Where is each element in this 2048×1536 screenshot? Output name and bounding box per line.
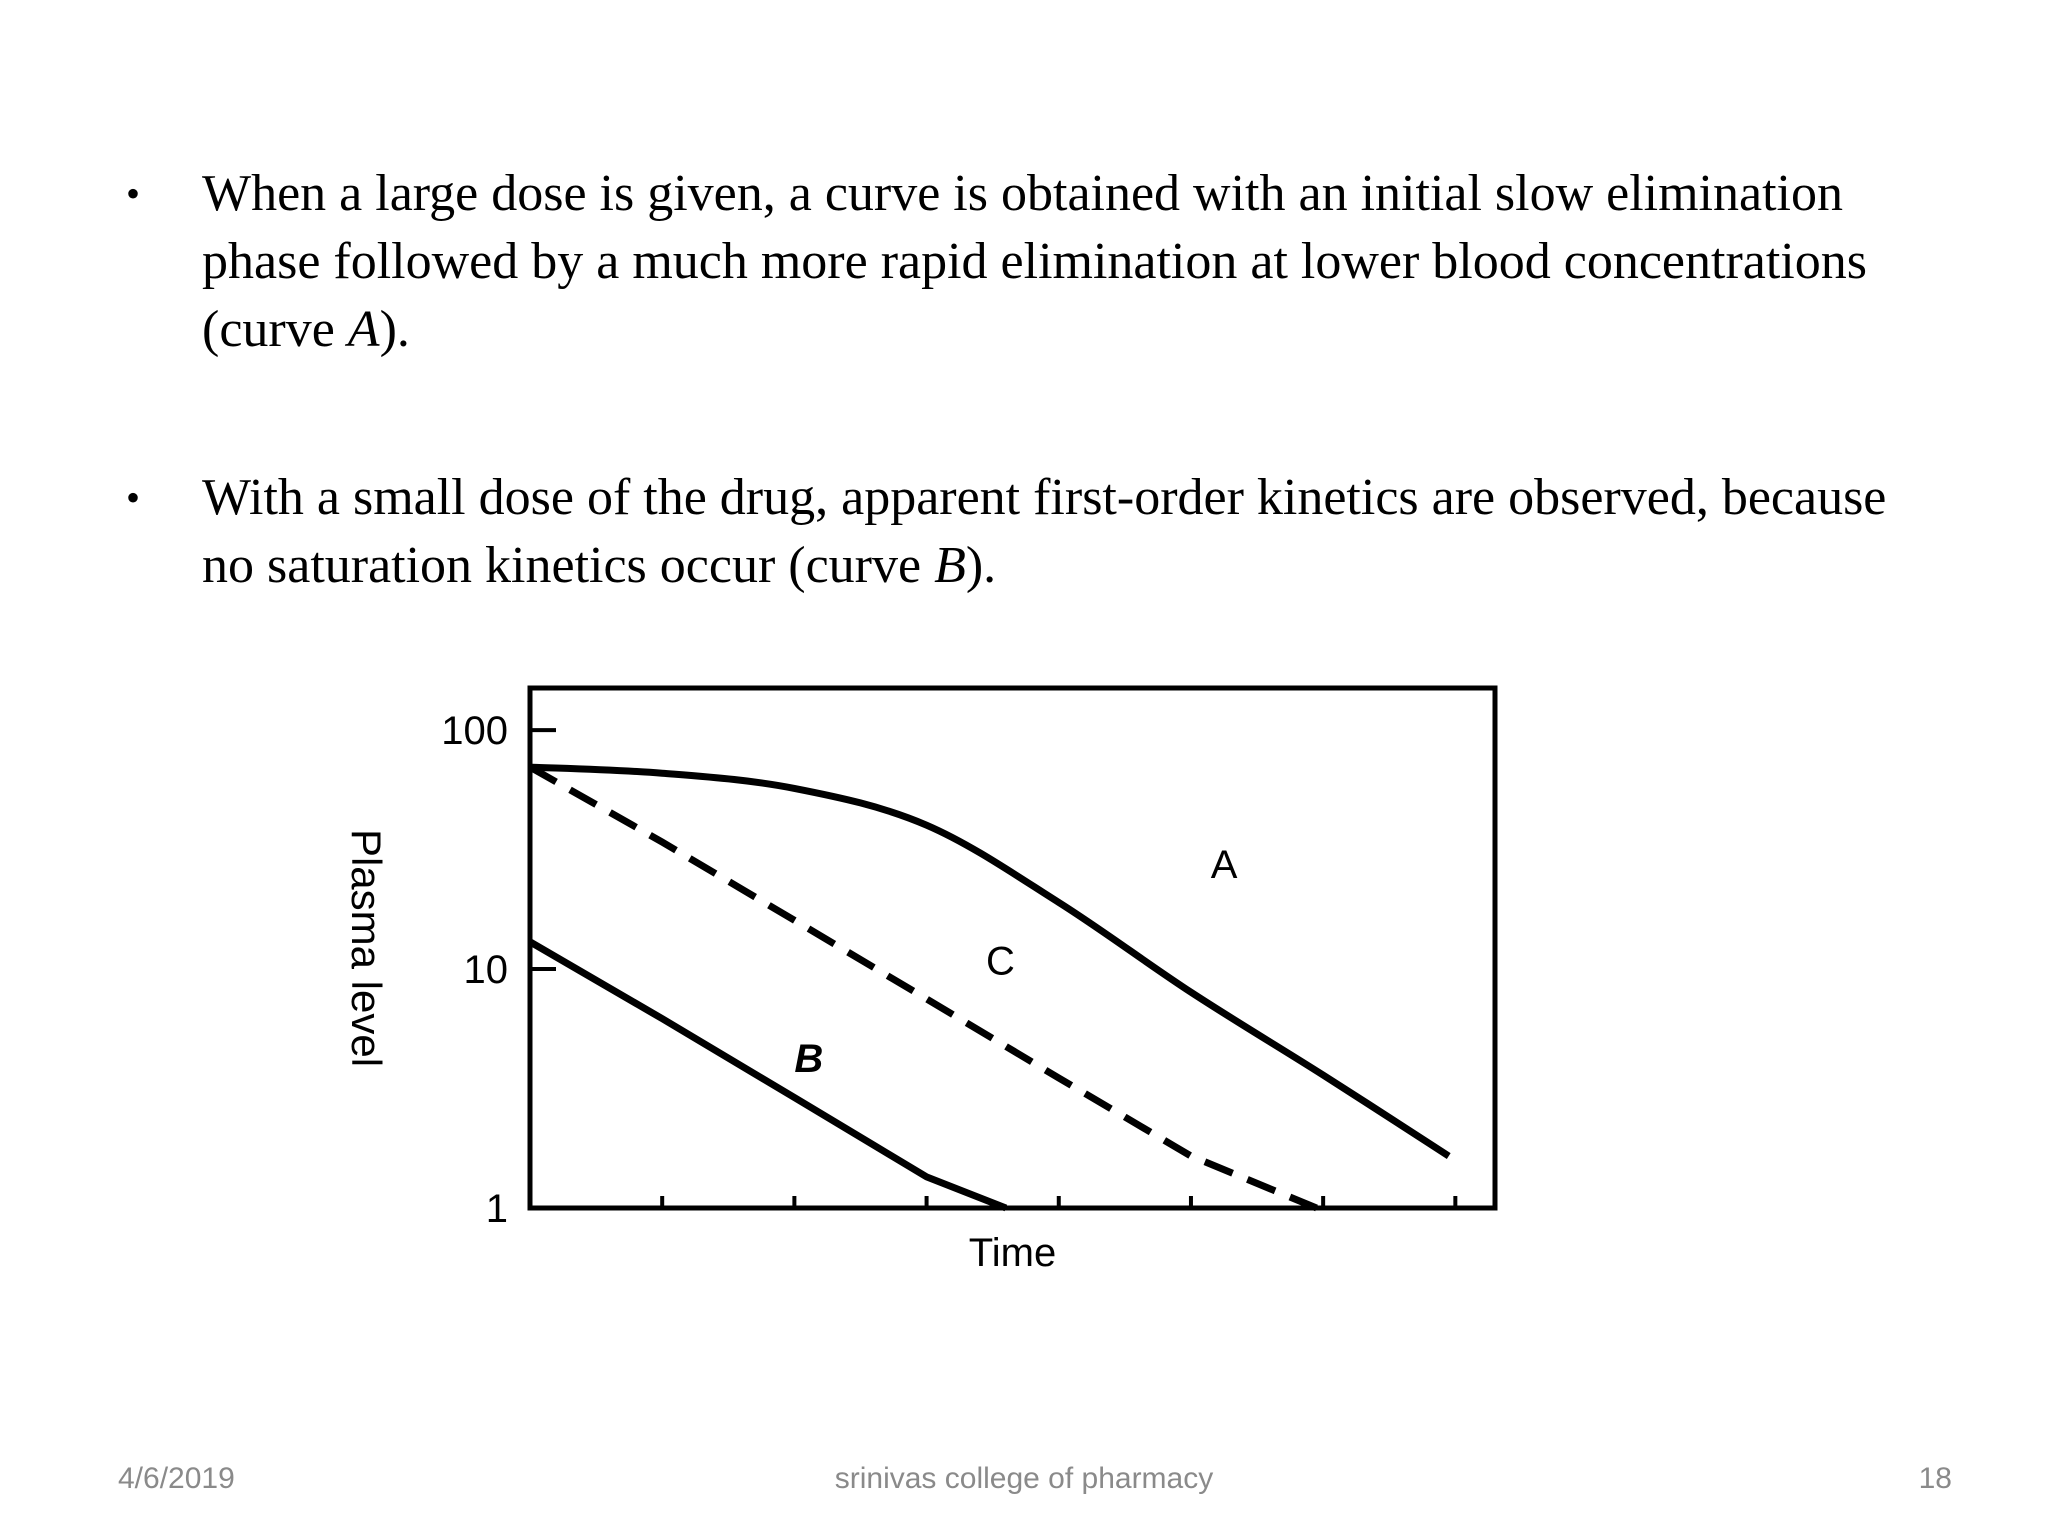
bullet-2-text-after: ). xyxy=(965,537,997,594)
x-axis-title: Time xyxy=(968,1231,1057,1275)
plasma-level-chart xyxy=(300,660,1540,1300)
bullet-dot-icon: • xyxy=(126,171,141,216)
bullet-2-curve-name: B xyxy=(934,537,966,594)
bullet-1-curve-name: A xyxy=(347,301,380,358)
bullet-item-1 xyxy=(118,160,1898,364)
bullet-1-text-before: When a large dose is given, a curve is obtained with an initial slow elimination phase followed by a much more rapid elimination at lower blood concentrations (curve xyxy=(202,165,1867,358)
y-tick-label: 1 xyxy=(485,1187,508,1231)
footer-page-number: 18 xyxy=(1918,1462,1952,1495)
y-tick-label: 100 xyxy=(441,709,508,754)
bullet-2-text-before: With a small dose of the drug, apparent first-order kinetics are observed, because no saturation kinetics occur (curve xyxy=(202,469,1887,594)
bullet-2-text xyxy=(202,469,1886,594)
bullet-item-2 xyxy=(118,464,1898,600)
y-axis-title: Plasma level xyxy=(343,828,390,1068)
bullet-1-text xyxy=(202,165,1867,358)
curve-label-c: C xyxy=(986,939,1015,984)
series-line-b xyxy=(530,942,1006,1208)
series-line-c xyxy=(530,767,1317,1208)
bullet-1-text-after: ). xyxy=(379,301,410,358)
footer-date: 4/6/2019 xyxy=(118,1462,235,1495)
footer-institution: srinivas college of pharmacy xyxy=(834,1462,1214,1495)
bullet-list xyxy=(118,160,1898,600)
bullet-dot-icon: • xyxy=(126,475,141,520)
curve-label-b: B xyxy=(794,1037,824,1082)
y-tick-label: 10 xyxy=(463,948,508,993)
chart-svg xyxy=(300,660,1540,1300)
curve-label-a: A xyxy=(1210,843,1238,888)
